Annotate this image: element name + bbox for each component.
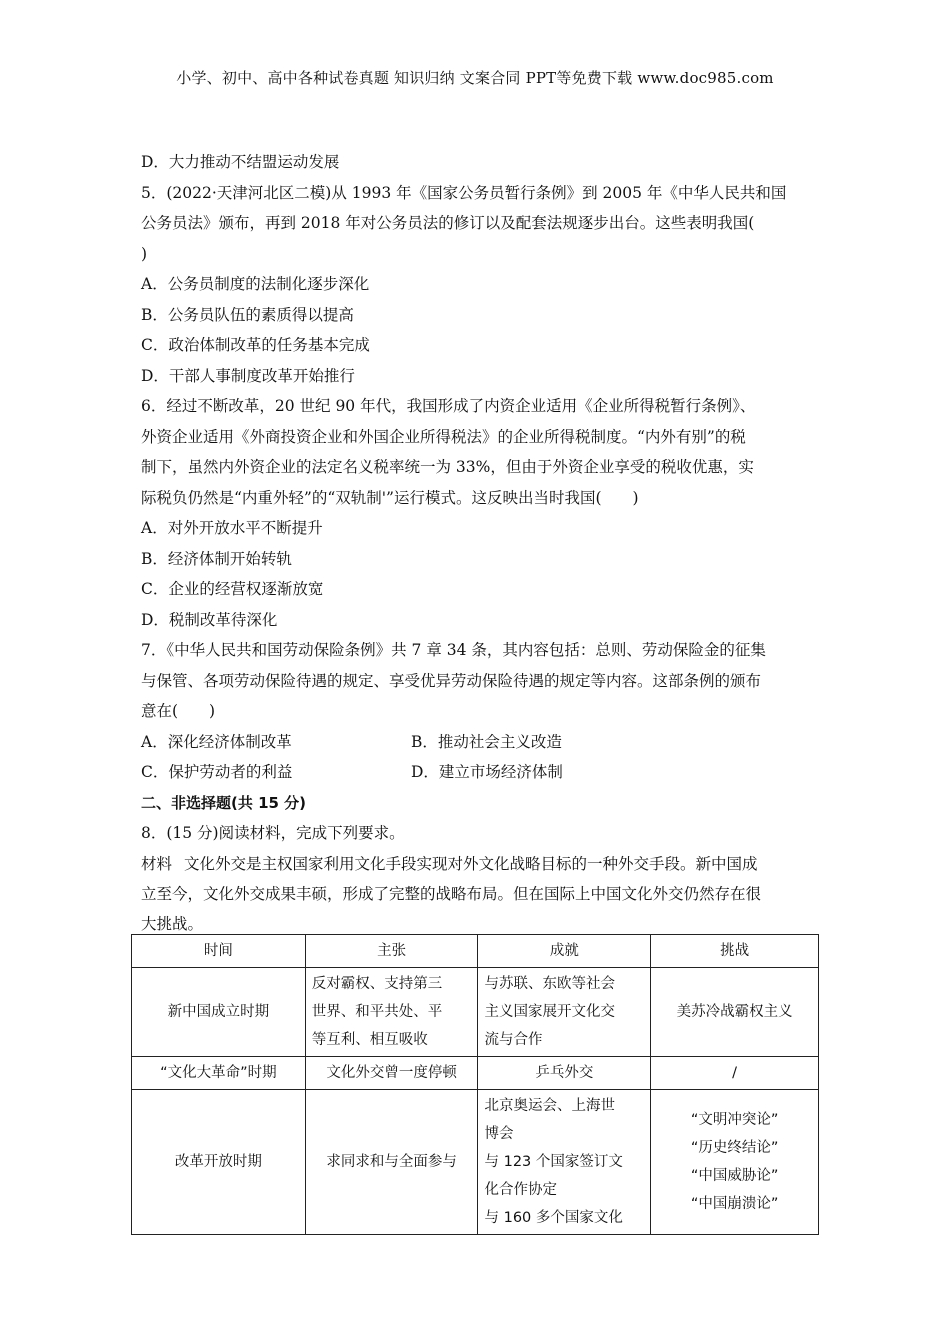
- row3-challenge-line: “中国崩溃论”: [690, 1196, 779, 1212]
- row3-challenge-line: “文明冲突论”: [690, 1112, 779, 1128]
- q4-option-d: D．大力推动不结盟运动发展: [141, 153, 340, 171]
- row2-achievement: [478, 1057, 651, 1090]
- row2-claim-line: 文化外交曾一度停顿: [326, 1065, 457, 1081]
- row1-achievement-line: 流与合作: [484, 1032, 543, 1048]
- q8-stem: 8．(15 分)阅读材料，完成下列要求。: [141, 824, 405, 842]
- material-text-1: 文化外交是主权国家利用文化手段实现对外文化战略目标的一种外交手段。新中国成: [184, 854, 758, 873]
- row2-challenge-line: /: [732, 1065, 738, 1081]
- q7-options-row2: [141, 757, 821, 788]
- section-heading: 二、非选择题(共 15 分): [141, 793, 307, 812]
- row2-achievement-line: 乒乓外交: [535, 1065, 594, 1081]
- q7-option-c: C．保护劳动者的利益: [141, 763, 293, 781]
- row1-claim-line: 世界、和平共处、平: [311, 1004, 443, 1020]
- q5-option-d: D．干部人事制度改革开始推行: [141, 366, 355, 385]
- row3-achievement-line: 博会: [484, 1126, 514, 1142]
- q6-stem-line3: 制下，虽然内外资企业的法定名义税率统一为 33%，但由于外资企业享受的税收优惠，实: [141, 458, 754, 476]
- material-label: 材料: [141, 854, 173, 873]
- document-body: [141, 147, 821, 939]
- q8-material-line2: 立至今，文化外交成果丰硕，形成了完整的战略布局。但在国际上中国文化外交仍然存在很: [141, 884, 762, 903]
- row1-achievement-line: 主义国家展开文化交: [484, 1004, 615, 1020]
- header-period: 时间: [132, 935, 306, 968]
- table-row: [132, 1057, 819, 1090]
- q7-stem-line3: 意在( ): [141, 702, 216, 720]
- header-challenge: 挑战: [651, 935, 819, 968]
- row3-claim-line: 求同求和与全面参与: [326, 1154, 457, 1170]
- row1-challenge-line: 美苏冷战霸权主义: [676, 1004, 793, 1020]
- row3-achievement-line: 与 160 多个国家文化: [484, 1210, 623, 1226]
- q5-option-c: C．政治体制改革的任务基本完成: [141, 336, 370, 354]
- q5-option-a: A．公务员制度的法制化逐步深化: [141, 275, 370, 293]
- header-claim: 主张: [305, 935, 478, 968]
- row1-achievement: [478, 968, 651, 1057]
- row1-claim-line: 反对霸权、支持第三: [311, 976, 443, 992]
- q6-option-d: D．税制改革待深化: [141, 610, 278, 629]
- q6-stem-line4: 际税负仍然是“内重外轻”的“双轨制'”运行模式。这反映出当时我国( ): [141, 488, 639, 507]
- row3-achievement-line: 北京奥运会、上海世: [484, 1098, 615, 1114]
- q6-stem-line2: 外资企业适用《外商投资企业和外国企业所得税法》的企业所得税制度。“内外有别”的税: [141, 427, 746, 446]
- q5-option-b: B．公务员队伍的素质得以提高: [141, 305, 354, 324]
- q8-material-line3: 大挑战。: [141, 914, 204, 933]
- q6-option-b: B．经济体制开始转轨: [141, 549, 292, 568]
- q5-stem-line2: 公务员法》颁布，再到 2018 年对公务员法的修订以及配套法规逐步出台。这些表明我国(: [141, 214, 755, 232]
- q7-stem-line1: 7．《中华人民共和国劳动保险条例》共 7 章 34 条，其内容包括：总则、劳动保险金的征集: [141, 641, 766, 659]
- row3-challenge-line: “历史终结论”: [690, 1140, 779, 1156]
- row3-achievement-line: 与 123 个国家签订文: [484, 1154, 623, 1170]
- q7-stem-line2: 与保管、各项劳动保险待遇的规定、享受优异劳动保险待遇的规定等内容。这部条例的颁布: [141, 671, 762, 690]
- q5-stem-line3: ): [141, 244, 148, 263]
- cultural-diplomacy-table: [131, 934, 819, 1235]
- q6-option-c: C．企业的经营权逐渐放宽: [141, 580, 324, 598]
- row1-challenge: [651, 968, 819, 1057]
- row2-period: “文化大革命”时期: [132, 1057, 306, 1090]
- row3-achievement-line: 化合作协定: [484, 1182, 557, 1198]
- q6-stem-line1: 6．经过不断改革，20 世纪 90 年代，我国形成了内资企业适用《企业所得税暂行条例》、: [141, 397, 756, 415]
- row2-challenge: [651, 1057, 819, 1090]
- q5-stem-line1: 5．(2022·天津河北区二模)从 1993 年《国家公务员暂行条例》到 2005 年《中华人民共和国: [141, 183, 787, 202]
- row3-achievement: [478, 1090, 651, 1235]
- q7-options-row1: [141, 727, 821, 758]
- q7-option-b: B．推动社会主义改造: [411, 732, 562, 751]
- row3-challenge-line: “中国威胁论”: [690, 1168, 779, 1184]
- row2-claim: [305, 1057, 478, 1090]
- row3-period: 改革开放时期: [132, 1090, 306, 1235]
- table-row: [132, 968, 819, 1057]
- table-header-row: [132, 935, 819, 968]
- row1-claim: [305, 968, 478, 1057]
- row1-achievement-line: 与苏联、东欧等社会: [484, 976, 615, 992]
- q6-option-a: A．对外开放水平不断提升: [141, 519, 323, 537]
- row1-period: 新中国成立时期: [132, 968, 306, 1057]
- row3-challenge: [651, 1090, 819, 1235]
- table-row: [132, 1090, 819, 1235]
- header-achievement: 成就: [478, 935, 651, 968]
- row3-claim: [305, 1090, 478, 1235]
- q7-option-a: A．深化经济体制改革: [141, 732, 292, 751]
- q7-option-d: D．建立市场经济体制: [411, 763, 563, 781]
- row1-claim-line: 等互利、相互吸收: [311, 1032, 428, 1048]
- q8-material-line1: [141, 849, 821, 879]
- page-header: 小学、初中、高中各种试卷真题 知识归纳 文案合同 PPT等免费下载 www.doc985.com: [176, 69, 774, 87]
